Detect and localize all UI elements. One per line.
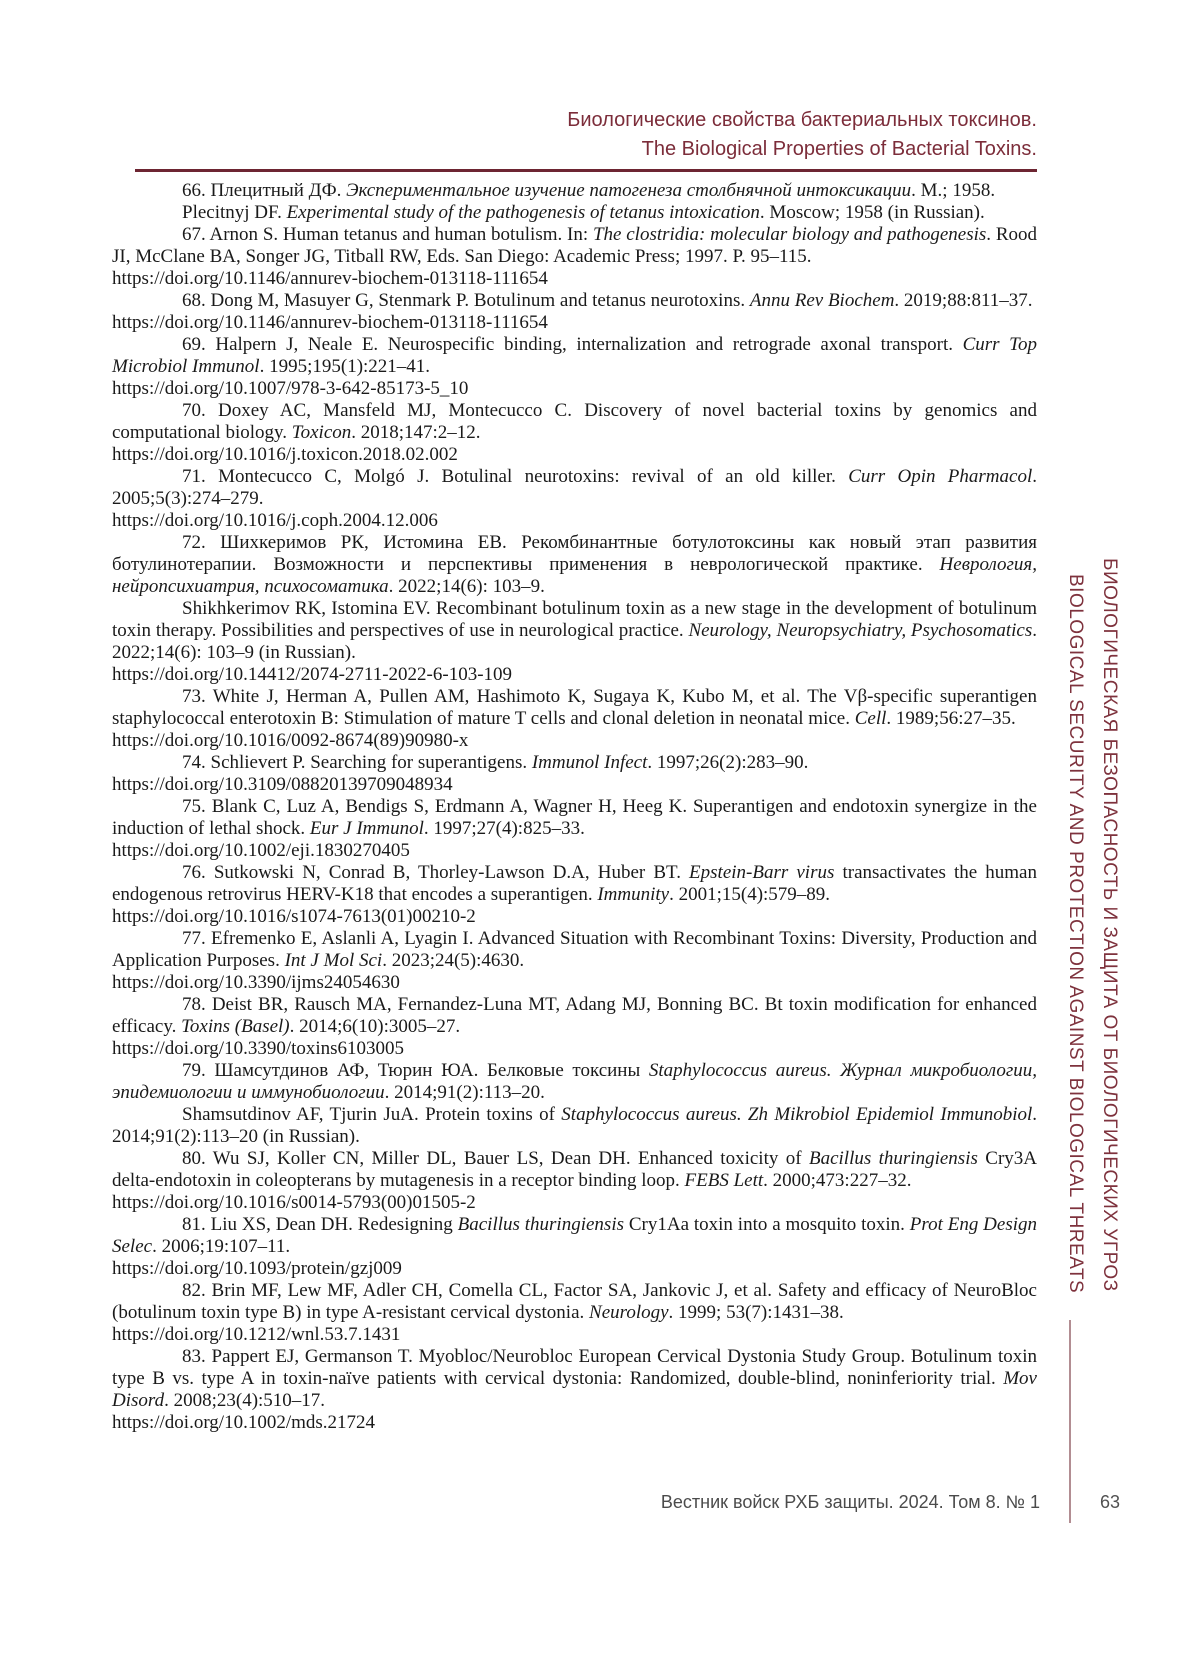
reference-doi: https://doi.org/10.1007/978-3-642-85173-5_10 — [112, 378, 469, 399]
references-list — [112, 180, 1037, 1434]
reference-doi: https://doi.org/10.14412/2074-2711-2022-6-103-109 — [112, 664, 513, 685]
reference-doi: https://doi.org/10.1146/annurev-biochem-013118-111654 — [112, 312, 548, 333]
header-rule — [135, 169, 1037, 172]
reference-doi: https://doi.org/10.1212/wnl.53.7.1431 — [112, 1324, 401, 1345]
reference-doi: https://doi.org/10.1016/j.toxicon.2018.02.002 — [112, 444, 458, 465]
reference-doi: https://doi.org/10.1016/s1074-7613(01)00210-2 — [112, 906, 476, 927]
reference-entry: 70. Doxey AC, Mansfeld MJ, Montecucco C. Discovery of novel bacterial toxins by genomics and computational biology. Toxicon. 2018;147:2–12. — [112, 400, 1037, 443]
reference-entry: 72. Шихкеримов РК, Истомина ЕВ. Рекомбинантные ботулотоксины как новый этап развития ботулинотерапии. Возможности и перспективы применения в неврологической практике. Неврология, нейропсихиатрия, психосоматика. 2022;14(6): 103–9. — [112, 532, 1037, 597]
footer-journal-line: Вестник войск РХБ защиты. 2024. Том 8. № 1 — [660, 1492, 1040, 1512]
footer-divider — [1069, 1320, 1071, 1523]
sidebar-vertical-title-ru: БИОЛОГИЧЕСКАЯ БЕЗОПАСНОСТЬ И ЗАЩИТА ОТ БИОЛОГИЧЕСКИХ УГРОЗ — [1099, 558, 1120, 1292]
page-number: 63 — [1100, 1492, 1121, 1512]
reference-doi: https://doi.org/10.1016/0092-8674(89)90980-x — [112, 730, 469, 751]
reference-entry: 69. Halpern J, Neale E. Neurospecific binding, internalization and retrograde axonal transport. Curr Top Microbiol Immunol. 1995;195(1):221–41. — [112, 334, 1037, 377]
reference-doi: https://doi.org/10.1146/annurev-biochem-013118-111654 — [112, 268, 548, 289]
reference-entry: Plecitnyj DF. Experimental study of the pathogenesis of tetanus intoxication. Moscow; 1958 (in Russian). — [182, 202, 985, 223]
running-head — [567, 106, 1037, 164]
running-head-en: The Biological Properties of Bacterial Toxins. — [641, 138, 1037, 160]
reference-doi: https://doi.org/10.3390/toxins6103005 — [112, 1038, 405, 1059]
reference-entry: Shamsutdinov AF, Tjurin JuA. Protein toxins of Staphylococcus aureus. Zh Mikrobiol Epidemiol Immunobiol. 2014;91(2):113–20 (in Russian). — [112, 1104, 1037, 1147]
reference-entry: Shikhkerimov RK, Istomina EV. Recombinant botulinum toxin as a new stage in the development of botulinum toxin therapy. Possibilities and perspectives of use in neurological practice. Neurology, Neuropsychiatry, Psychosomatics. 2022;14(6): 103–9 (in Russian). — [112, 598, 1037, 663]
reference-entry: 80. Wu SJ, Koller CN, Miller DL, Bauer LS, Dean DH. Enhanced toxicity of Bacillus thuringiensis Cry3A delta-endotoxin in coleopterans by mutagenesis in a receptor binding loop. FEBS Lett. 2000;473:227–32. — [112, 1148, 1037, 1191]
reference-entry: 74. Schlievert P. Searching for superantigens. Immunol Infect. 1997;26(2):283–90. — [182, 752, 809, 773]
running-head-ru: Биологические свойства бактериальных токсинов. — [567, 109, 1037, 131]
reference-entry: 78. Deist BR, Rausch MA, Fernandez-Luna MT, Adang MJ, Bonning BC. Bt toxin modification for enhanced efficacy. Toxins (Basel). 2014;6(10):3005–27. — [112, 994, 1037, 1037]
reference-doi: https://doi.org/10.3109/08820139709048934 — [112, 774, 453, 795]
reference-entry: 79. Шамсутдинов АФ, Тюрин ЮА. Белковые токсины Staphylococcus aureus. Журнал микробиологии, эпидемиологии и иммунобиологии. 2014;91(2):113–20. — [112, 1060, 1037, 1103]
reference-entry: 67. Arnon S. Human tetanus and human botulism. In: The clostridia: molecular biology and pathogenesis. Rood JI, McClane BA, Songer JG, Titball RW, Eds. San Diego: Academic Press; 1997. P. 95–115. — [112, 224, 1038, 267]
reference-doi: https://doi.org/10.1016/j.coph.2004.12.006 — [112, 510, 438, 531]
reference-doi: https://doi.org/10.1093/protein/gzj009 — [112, 1258, 402, 1279]
reference-doi: https://doi.org/10.1016/s0014-5793(00)01505-2 — [112, 1192, 476, 1213]
reference-entry: 82. Brin MF, Lew MF, Adler CH, Comella CL, Factor SA, Jankovic J, et al. Safety and efficacy of NeuroBloc (botulinum toxin type B) in type A-resistant cervical dystonia. Neurology. 1999; 53(7):1431–38. — [112, 1280, 1037, 1323]
reference-entry: 71. Montecucco C, Molgó J. Botulinal neurotoxins: revival of an old killer. Curr Opin Pharmacol. 2005;5(3):274–279. — [112, 466, 1037, 509]
reference-entry: 68. Dong M, Masuyer G, Stenmark P. Botulinum and tetanus neurotoxins. Annu Rev Biochem. 2019;88:811–37. — [182, 290, 1033, 311]
reference-entry: 81. Liu XS, Dean DH. Redesigning Bacillus thuringiensis Cry1Aa toxin into a mosquito toxin. Prot Eng Design Selec. 2006;19:107–11. — [112, 1214, 1038, 1257]
reference-entry: 75. Blank C, Luz A, Bendigs S, Erdmann A, Wagner H, Heeg K. Superantigen and endotoxin synergize in the induction of lethal shock. Eur J Immunol. 1997;27(4):825–33. — [112, 796, 1037, 839]
reference-entry: 76. Sutkowski N, Conrad B, Thorley-Lawson D.A, Huber BT. Epstein-Barr virus transactivates the human endogenous retrovirus HERV-K18 that encodes a superantigen. Immunity. 2001;15(4):579–89. — [112, 862, 1037, 905]
reference-entry: 83. Pappert EJ, Germanson T. Myobloc/Neurobloc European Cervical Dystonia Study Group. Botulinum toxin type B vs. type A in toxin-naïve patients with cervical dystonia: Randomized, double-blind, noninferiority trial. Mov Disord. 2008;23(4):510–17. — [112, 1346, 1037, 1411]
sidebar-vertical-title-en: BIOLOGICAL SECURITY AND PROTECTION AGAINST BIOLOGICAL THREATS — [1065, 573, 1086, 1293]
reference-entry: 77. Efremenko E, Aslanli A, Lyagin I. Advanced Situation with Recombinant Toxins: Diversity, Production and Application Purposes. Int J Mol Sci. 2023;24(5):4630. — [112, 928, 1037, 971]
reference-entry: 66. Плецитный ДФ. Экспериментальное изучение патогенеза столбнячной интоксикации. М.; 1958. — [182, 180, 996, 201]
reference-entry: 73. White J, Herman A, Pullen AM, Hashimoto K, Sugaya K, Kubo M, et al. The Vβ-specific superantigen staphylococcal enterotoxin B: Stimulation of mature T cells and clonal deletion in neonatal mice. Cell. 1989;56:27–35. — [112, 686, 1037, 729]
reference-doi: https://doi.org/10.1002/eji.1830270405 — [112, 840, 410, 861]
reference-doi: https://doi.org/10.3390/ijms24054630 — [112, 972, 400, 993]
reference-doi: https://doi.org/10.1002/mds.21724 — [112, 1412, 376, 1433]
